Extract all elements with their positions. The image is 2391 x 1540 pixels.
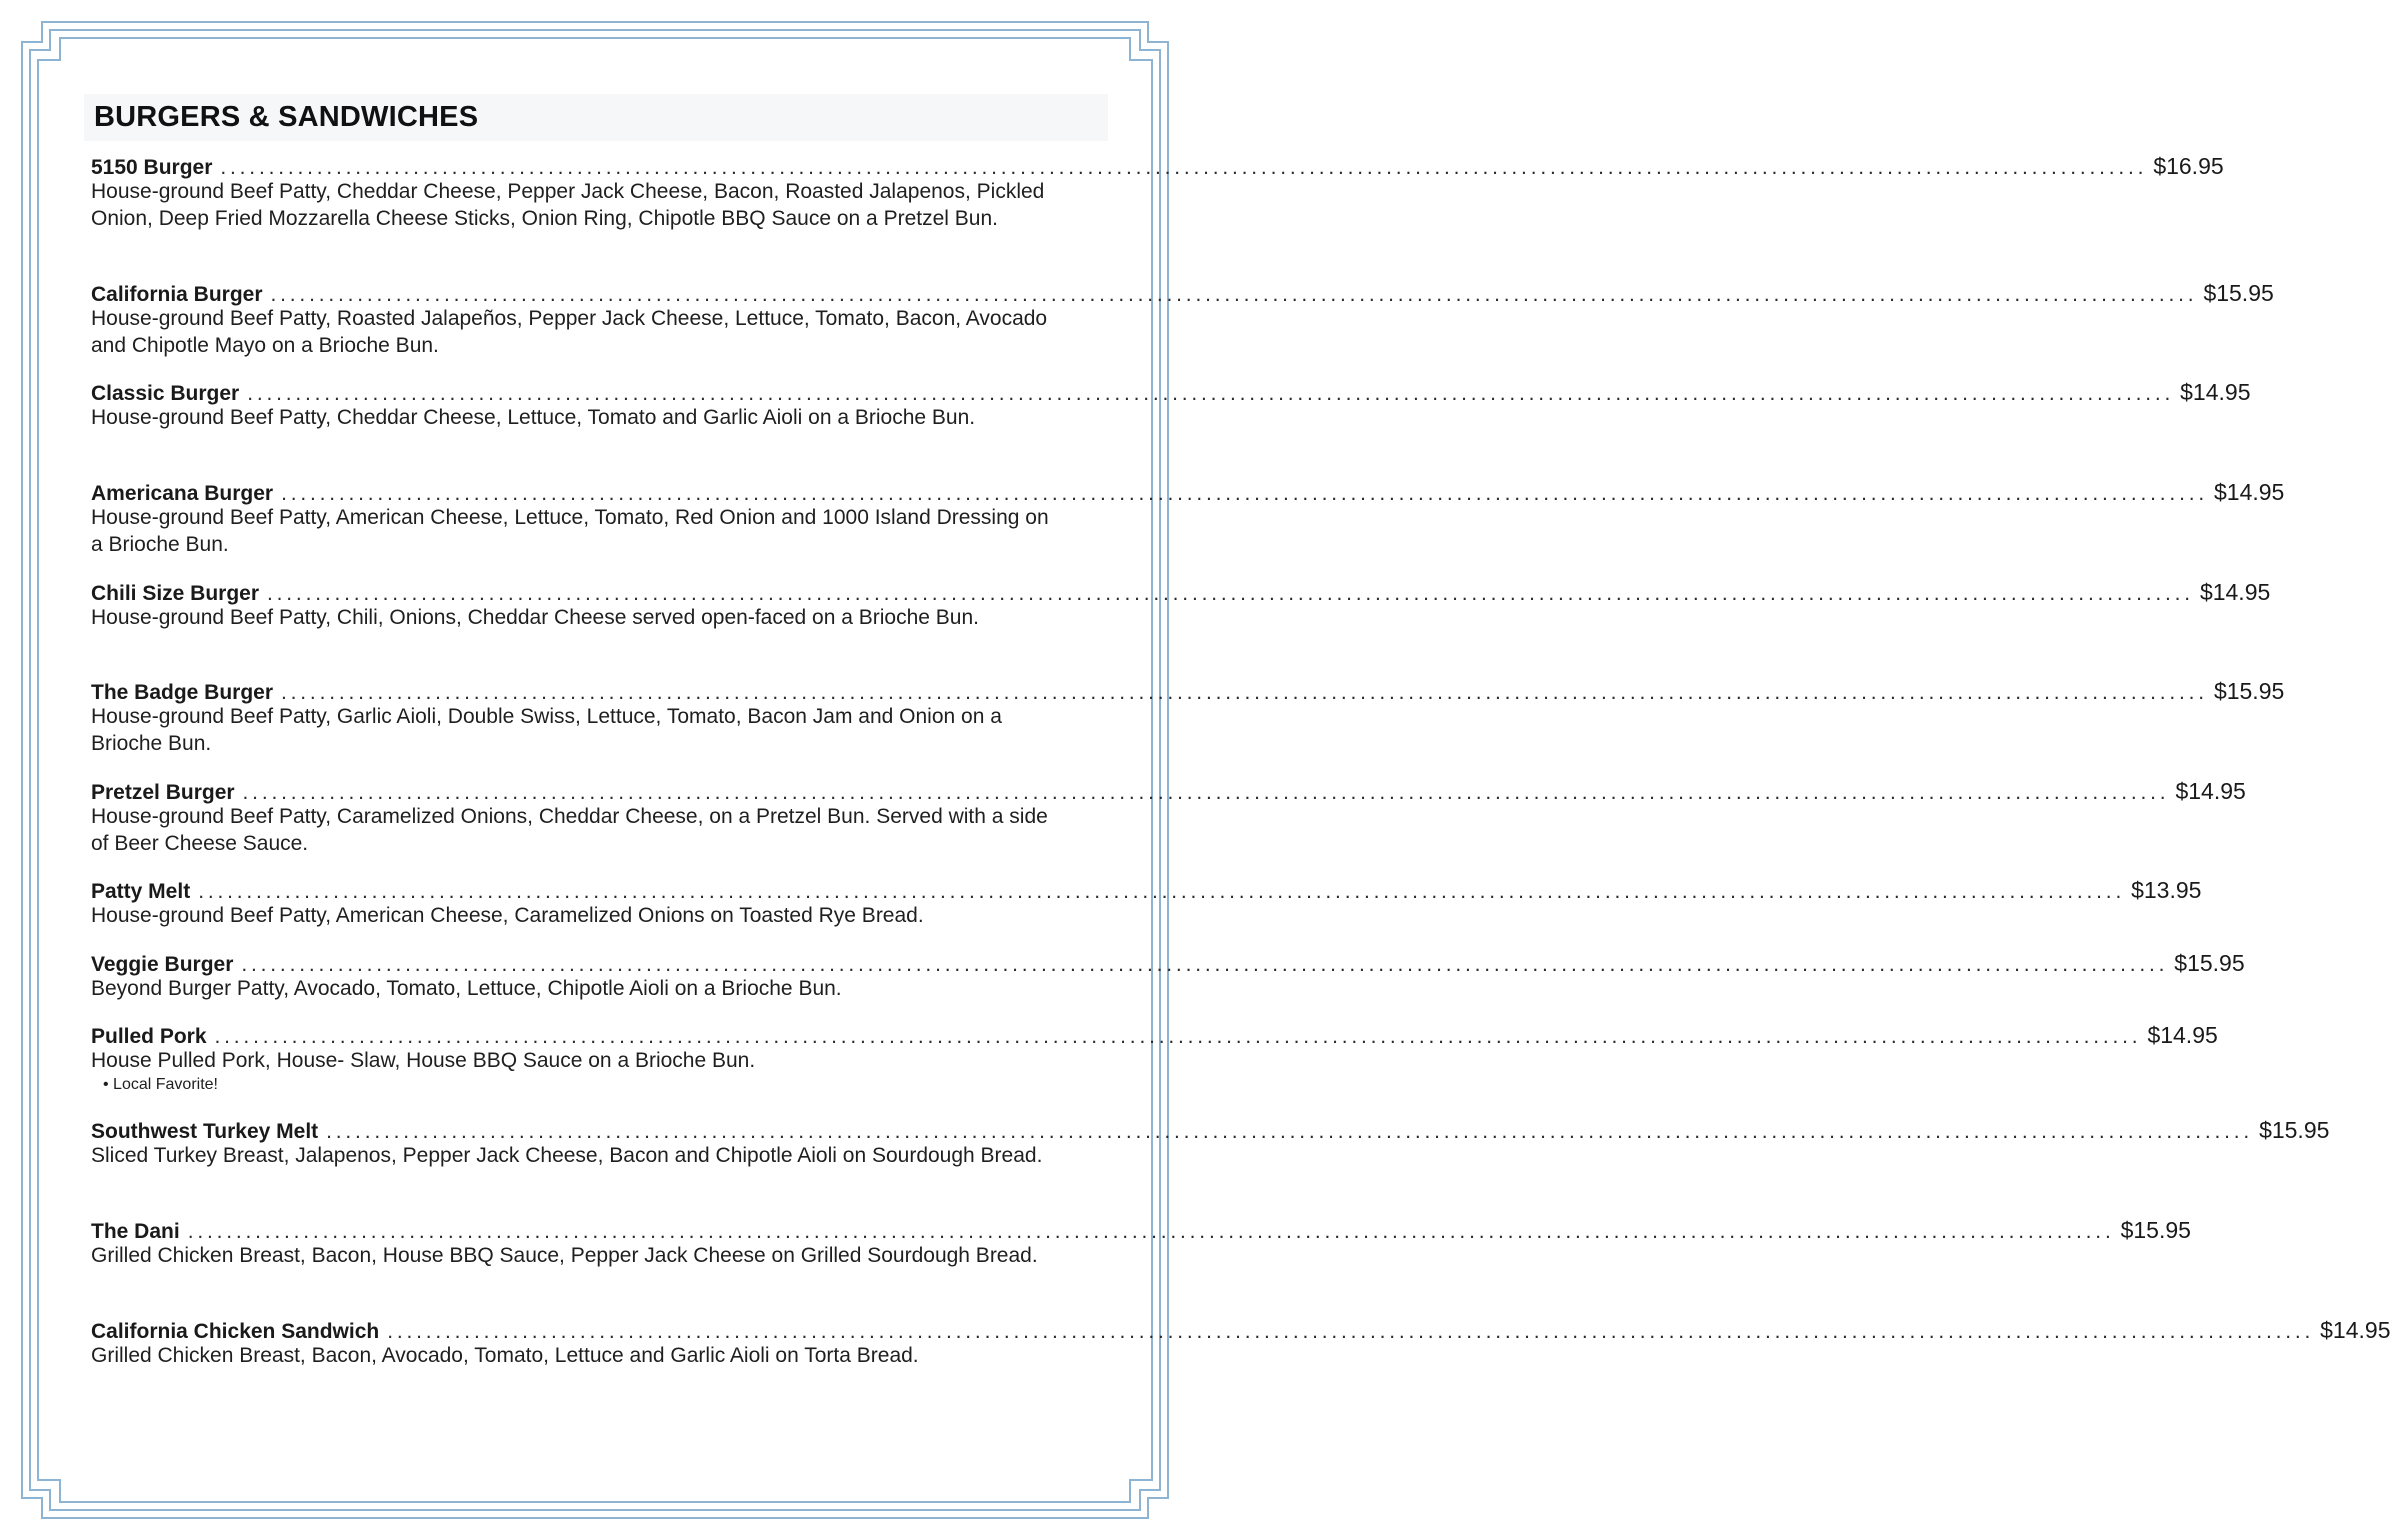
dot-leader: ........................................................................................................................................................................................................: [242, 781, 2170, 804]
item-price: $14.95: [2320, 1317, 2391, 1343]
dot-leader: ........................................................................................................................................................................................................: [387, 1320, 2315, 1343]
item-price: $13.95: [2131, 877, 2202, 903]
item-price: $14.95: [2213, 479, 2285, 505]
item-description: Grilled Chicken Breast, Bacon, Avocado, Tomato, Lettuce and Garlic Aioli on Torta Bread.: [91, 1344, 919, 1367]
menu-item: [91, 1215, 2191, 1315]
item-name: Americana Burger: [91, 482, 274, 505]
item-description: House-ground Beef Patty, Garlic Aioli, Double Swiss, Lettuce, Tomato, Bacon Jam and Onion on a Brioche Bun.: [91, 705, 1002, 755]
dot-leader: ........................................................................................................................................................................................................: [247, 382, 2175, 405]
dot-leader: ........................................................................................................................................................................................................: [187, 1220, 2115, 1243]
item-name: Classic Burger: [91, 382, 240, 405]
item-price: $15.95: [2213, 678, 2285, 704]
item-price: $14.95: [2175, 778, 2246, 804]
item-price: $14.95: [2180, 379, 2251, 405]
item-name: Chili Size Burger: [91, 582, 260, 605]
item-name: Veggie Burger: [91, 953, 234, 976]
item-description: House Pulled Pork, House- Slaw, House BBQ Sauce on a Brioche Bun.: [91, 1049, 756, 1072]
menu-list: [91, 151, 2391, 1388]
menu-item: [91, 577, 2271, 676]
item-price: $15.95: [2174, 950, 2245, 976]
menu-item: [91, 1115, 2330, 1215]
menu-item: [91, 1020, 2218, 1115]
item-description: House-ground Beef Patty, Cheddar Cheese, Lettuce, Tomato and Garlic Aioli on a Brioche Bun.: [91, 406, 976, 429]
item-description: House-ground Beef Patty, Cheddar Cheese, Pepper Jack Cheese, Bacon, Roasted Jalapenos, Pickled Onion, Deep Fried Mozzarella Cheese Sticks, Onion Ring, Chipotle BBQ Sauce on a Pretzel Bun.: [91, 180, 1045, 230]
item-description: House-ground Beef Patty, American Cheese, Lettuce, Tomato, Red Onion and 1000 Island Dressing on a Brioche Bun.: [91, 506, 1049, 556]
item-price: $14.95: [2199, 579, 2271, 605]
item-price: $14.95: [2147, 1022, 2218, 1048]
menu-item: [91, 676, 2285, 776]
item-description: Beyond Burger Patty, Avocado, Tomato, Lettuce, Chipotle Aioli on a Brioche Bun.: [91, 977, 842, 1000]
section-title: BURGERS & SANDWICHES: [94, 101, 479, 133]
item-price: $15.95: [2259, 1117, 2330, 1143]
menu-item: [91, 278, 2274, 377]
item-description: House-ground Beef Patty, Chili, Onions, Cheddar Cheese served open-faced on a Brioche Bun.: [91, 606, 979, 629]
item-description: Sliced Turkey Breast, Jalapenos, Pepper Jack Cheese, Bacon and Chipotle Aioli on Sourdough Bread.: [91, 1144, 1043, 1167]
dot-leader: ........................................................................................................................................................................................................: [267, 582, 2194, 605]
item-name: The Dani: [91, 1220, 180, 1243]
dot-leader: ........................................................................................................................................................................................................: [281, 482, 2208, 505]
item-name: California Chicken Sandwich: [91, 1320, 380, 1343]
item-name: The Badge Burger: [91, 681, 274, 704]
item-name: California Burger: [91, 283, 263, 306]
item-name: 5150 Burger: [91, 156, 213, 179]
item-description: House-ground Beef Patty, Caramelized Onions, Cheddar Cheese, on a Pretzel Bun. Served with a side of Beer Cheese Sauce.: [91, 805, 1048, 855]
menu-item: [91, 875, 2202, 948]
item-price: $15.95: [2203, 280, 2274, 306]
item-name: Pretzel Burger: [91, 781, 235, 804]
item-description: Grilled Chicken Breast, Bacon, House BBQ Sauce, Pepper Jack Cheese on Grilled Sourdough Bread.: [91, 1244, 1038, 1267]
menu-item: [91, 151, 2224, 278]
menu-item: [91, 477, 2285, 577]
item-description: House-ground Beef Patty, American Cheese, Caramelized Onions on Toasted Rye Bread.: [91, 904, 924, 927]
dot-leader: ........................................................................................................................................................................................................: [326, 1120, 2254, 1143]
dot-leader: ........................................................................................................................................................................................................: [281, 681, 2208, 704]
menu-item: [91, 377, 2251, 477]
menu-item: [91, 776, 2246, 875]
item-description: House-ground Beef Patty, Roasted Jalapeños, Pepper Jack Cheese, Lettuce, Tomato, Bacon, Avocado and Chipotle Mayo on a Brioche Bun.: [91, 307, 1048, 357]
item-name: Southwest Turkey Melt: [91, 1120, 319, 1143]
menu-item: [91, 948, 2245, 1020]
item-name: Patty Melt: [91, 880, 191, 903]
dot-leader: ........................................................................................................................................................................................................: [241, 953, 2169, 976]
dot-leader: ........................................................................................................................................................................................................: [214, 1025, 2142, 1048]
dot-leader: ........................................................................................................................................................................................................: [198, 880, 2126, 903]
dot-leader: ........................................................................................................................................................................................................: [220, 156, 2148, 179]
item-name: Pulled Pork: [91, 1025, 207, 1048]
item-price: $16.95: [2153, 153, 2224, 179]
dot-leader: ........................................................................................................................................................................................................: [270, 283, 2198, 306]
item-note: • Local Favorite!: [103, 1076, 218, 1093]
item-price: $15.95: [2120, 1217, 2191, 1243]
menu-item: [91, 1315, 2391, 1388]
